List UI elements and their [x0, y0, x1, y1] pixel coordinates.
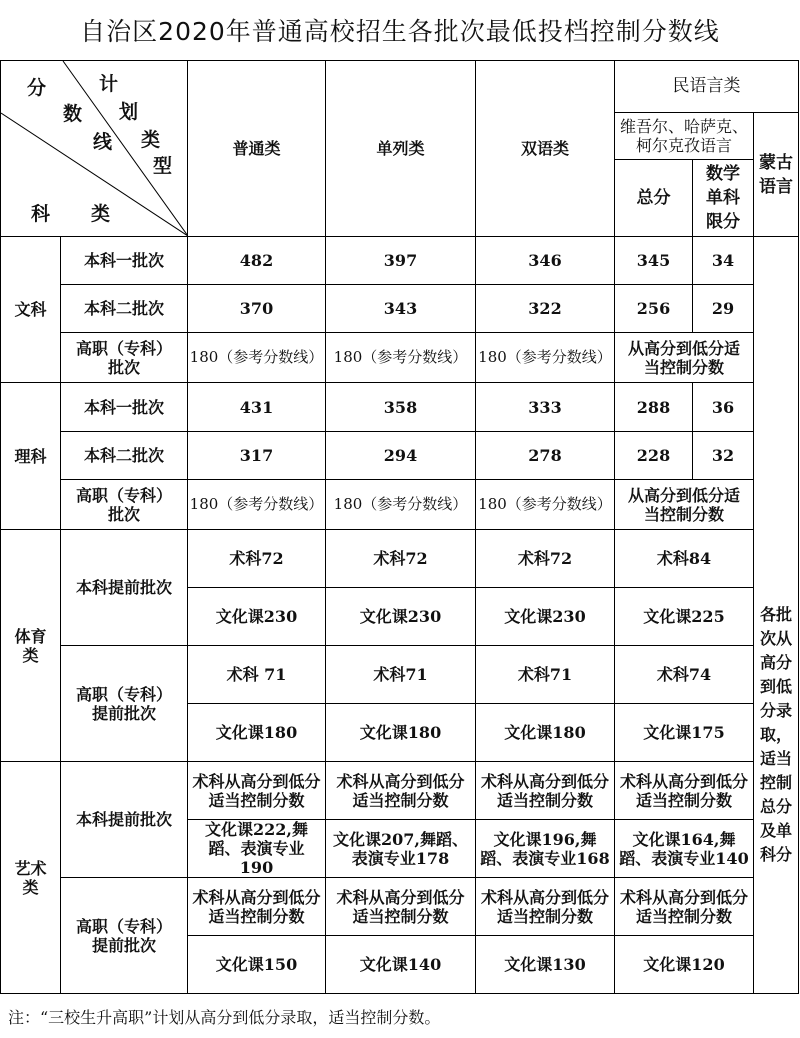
score-cell: 文化课180	[326, 704, 476, 762]
score-cell: 180（参考分数线）	[476, 333, 615, 383]
col-header-mengu	[754, 113, 799, 237]
score-cell: 文化课140	[326, 936, 476, 994]
score-cell: 333	[476, 383, 615, 432]
score-cell: 从高分到低分适当控制分数	[615, 480, 754, 530]
score-cell: 180（参考分数线）	[326, 480, 476, 530]
document-title: 自治区2020年普通高校招生各批次最低投档控制分数线	[80, 17, 720, 46]
batch-label: 高职（专科）批次	[61, 333, 188, 383]
score-cell: 346	[476, 237, 615, 285]
batch-label: 本科一批次	[61, 383, 188, 432]
score-cell: 文化课175	[615, 704, 754, 762]
score-cell: 术科71	[476, 646, 615, 704]
category-like: 理科	[1, 383, 61, 530]
col-header-weiwuer: 维吾尔、哈萨克、柯尔克孜语言	[615, 113, 754, 160]
score-table	[0, 60, 799, 994]
col-header-putong: 普通类	[188, 61, 326, 237]
col-header-shuangyu: 双语类	[476, 61, 615, 237]
score-cell: 345	[615, 237, 693, 285]
score-cell: 文化课230	[326, 588, 476, 646]
diag-xing: 型	[153, 155, 173, 177]
score-cell: 397	[326, 237, 476, 285]
diag-ji: 计	[99, 73, 119, 95]
score-cell: 术科从高分到低分适当控制分数	[188, 762, 326, 820]
score-cell: 从高分到低分适当控制分数	[615, 333, 754, 383]
score-cell: 术科从高分到低分适当控制分数	[326, 762, 476, 820]
batch-label: 本科提前批次	[61, 530, 188, 646]
score-cell: 294	[326, 432, 476, 480]
score-cell: 术科74	[615, 646, 754, 704]
category-yishu: 艺术类	[1, 762, 61, 994]
score-cell: 358	[326, 383, 476, 432]
score-cell: 术科84	[615, 530, 754, 588]
category-wenke: 文科	[1, 237, 61, 383]
footnote: 注：“三校生升高职”计划从高分到低分录取，适当控制分数。	[8, 1008, 441, 1027]
score-cell: 370	[188, 285, 326, 333]
batch-label: 本科提前批次	[61, 762, 188, 878]
score-cell: 文化课130	[476, 936, 615, 994]
batch-label: 高职（专科）提前批次	[61, 878, 188, 994]
col-header-zongfen: 总分	[615, 160, 693, 237]
score-cell: 278	[476, 432, 615, 480]
col-header-shuxue	[693, 160, 754, 237]
score-cell: 术科72	[188, 530, 326, 588]
score-cell: 术科从高分到低分适当控制分数	[188, 878, 326, 936]
mengu-note: 各批次从高分到低分录取，适当控制总分及单科分	[759, 605, 792, 864]
score-cell: 术科从高分到低分适当控制分数	[326, 878, 476, 936]
mengu-note-cell	[754, 237, 799, 994]
diag-lei: 类	[141, 129, 161, 151]
score-cell: 180（参考分数线）	[476, 480, 615, 530]
score-cell: 180（参考分数线）	[326, 333, 476, 383]
score-cell: 文化课207,舞蹈、表演专业178	[326, 820, 476, 878]
score-cell: 180（参考分数线）	[188, 480, 326, 530]
col-header-danlie: 单列类	[326, 61, 476, 237]
score-cell: 术科72	[476, 530, 615, 588]
batch-label: 高职（专科）批次	[61, 480, 188, 530]
score-cell: 343	[326, 285, 476, 333]
score-cell: 术科从高分到低分适当控制分数	[476, 878, 615, 936]
score-cell: 180（参考分数线）	[188, 333, 326, 383]
score-cell: 文化课164,舞蹈、表演专业140	[615, 820, 754, 878]
diag-ke: 科	[31, 203, 51, 225]
score-cell: 术科从高分到低分适当控制分数	[615, 878, 754, 936]
batch-label: 高职（专科）提前批次	[61, 646, 188, 762]
score-cell: 431	[188, 383, 326, 432]
category-tiyu: 体育类	[1, 530, 61, 762]
score-cell: 228	[615, 432, 693, 480]
score-cell: 29	[693, 285, 754, 333]
score-cell: 文化课180	[476, 704, 615, 762]
score-cell: 术科72	[326, 530, 476, 588]
col-header-minyuyan: 民语言类	[615, 61, 799, 113]
score-cell: 317	[188, 432, 326, 480]
score-cell: 322	[476, 285, 615, 333]
score-cell: 文化课150	[188, 936, 326, 994]
diag-lei2: 类	[91, 203, 111, 225]
score-cell: 36	[693, 383, 754, 432]
score-cell: 术科 71	[188, 646, 326, 704]
score-cell: 288	[615, 383, 693, 432]
score-cell: 文化课120	[615, 936, 754, 994]
diag-shu: 数	[63, 103, 83, 125]
score-cell: 文化课225	[615, 588, 754, 646]
shuxue-text: 数学单科限分	[706, 164, 740, 232]
mengu-text: 蒙古语言	[759, 152, 793, 197]
score-cell: 34	[693, 237, 754, 285]
diag-xian: 线	[93, 131, 113, 153]
score-cell: 术科71	[326, 646, 476, 704]
score-cell: 32	[693, 432, 754, 480]
score-cell: 术科从高分到低分适当控制分数	[476, 762, 615, 820]
batch-label: 本科一批次	[61, 237, 188, 285]
batch-label: 本科二批次	[61, 285, 188, 333]
score-cell: 文化课180	[188, 704, 326, 762]
score-cell: 术科从高分到低分适当控制分数	[615, 762, 754, 820]
score-cell: 文化课230	[188, 588, 326, 646]
score-cell: 文化课196,舞蹈、表演专业168	[476, 820, 615, 878]
diag-hua: 划	[119, 101, 139, 123]
diagonal-header	[1, 61, 188, 237]
batch-label: 本科二批次	[61, 432, 188, 480]
diag-fen: 分	[27, 77, 47, 99]
score-cell: 482	[188, 237, 326, 285]
score-cell: 256	[615, 285, 693, 333]
score-cell: 文化课230	[476, 588, 615, 646]
score-cell: 文化课222,舞蹈、表演专业190	[188, 820, 326, 878]
